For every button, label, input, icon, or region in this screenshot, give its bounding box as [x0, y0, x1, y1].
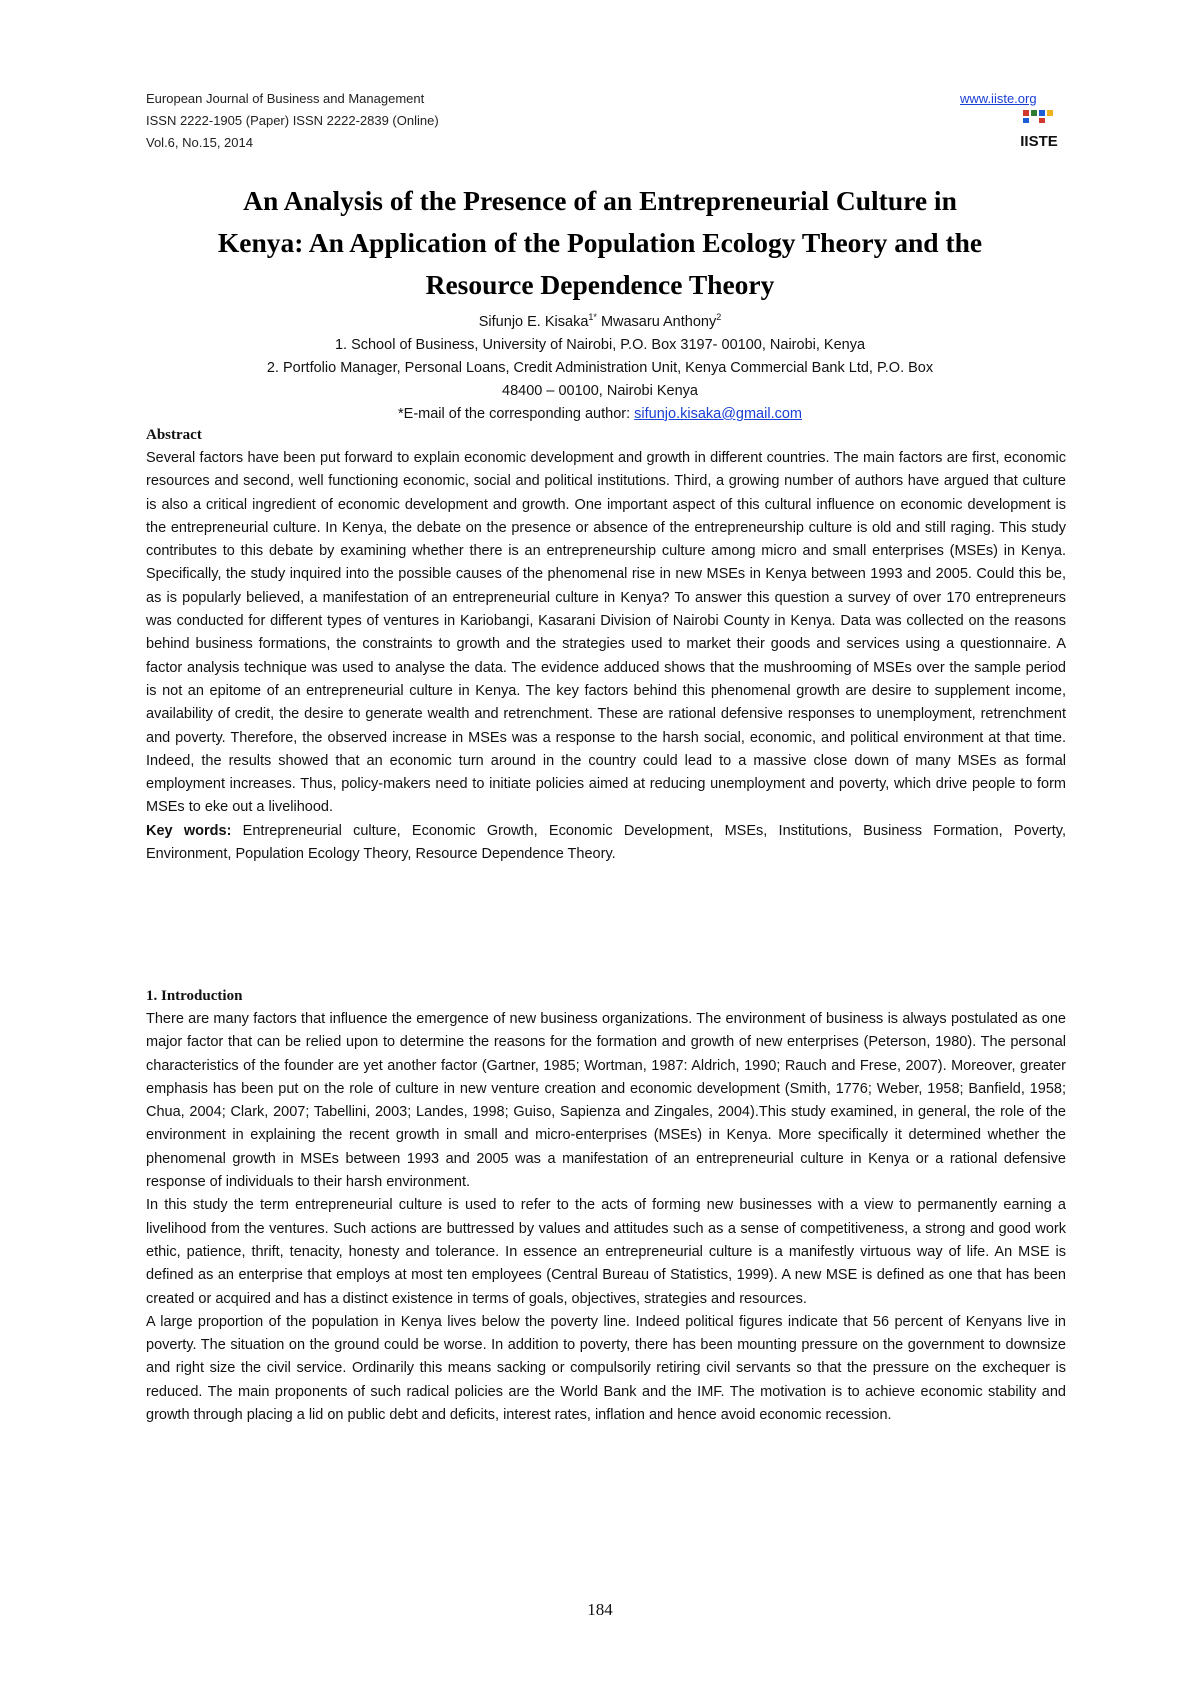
journal-header: [146, 88, 706, 154]
keywords-label: Key words:: [146, 822, 232, 839]
abstract-text: Several factors have been put forward to explain economic development and growth in different countries. The main factors are first, economic resources and second, well functioning economic, social and political institutions. Third, a growing number of authors have argued that culture is also a critical ingredient of economic development and growth. One important aspect of this cultural influence on economic development is the entrepreneurial culture. In Kenya, the debate on the presence or absence of the entrepreneurship culture is old and still raging. This study contributes to this debate by examining whether there is an entrepreneurship culture among micro and small enterprises (MSEs) in Kenya. Specifically, the study inquired into the possible causes of the phenomenal rise in new MSEs in Kenya between 1993 and 2005. Could this be, as is popularly believed, a manifestation of an entrepreneurial culture in Kenya? To answer this question a survey of over 170 entrepreneurs was conducted for different types of ventures in Kariobangi, Kasarani Division of Nairobi County in Kenya. Data was collected on the reasons behind business formations, the constraints to growth and the strategies used to market their goods and services using a questionnaire. A factor analysis technique was used to analyse the data. The evidence adduced shows that the mushrooming of MSEs over the sample period is not an epitome of an entrepreneurial culture in Kenya. The key factors behind this phenomenal growth are desire to supplement income, availability of credit, the desire to generate wealth and retrenchment. These are rational defensive responses to unemployment, retrenchment and poverty. Therefore, the observed increase in MSEs was a response to the harsh social, economic, and political environment at that time. Indeed, the results showed that an economic turn around in the country could lead to a massive close down of many MSEs as formal employment increases. Thus, policy-makers need to initiate policies aimed at reducing unemployment and poverty, which drive people to form MSEs to eke out a livelihood.: [146, 450, 1066, 816]
affiliation: 1. School of Business, University of Nairobi, P.O. Box 3197- 00100, Nairobi, Kenya: [334, 336, 866, 353]
author-name: Sifunjo E. Kisaka: [478, 313, 589, 330]
logo-text: IISTE: [1020, 133, 1058, 150]
keywords: [146, 820, 1066, 867]
abstract-heading: Abstract: [146, 427, 202, 443]
affiliation: 2. Portfolio Manager, Personal Loans, Credit Administration Unit, Kenya Commercial Bank Ltd, P.O. Box: [266, 359, 934, 376]
journal-volume: Vol.6, No.15, 2014: [146, 135, 253, 150]
email-link[interactable]: sifunjo.kisaka@gmail.com: [634, 405, 802, 422]
title-line: Kenya: An Application of the Population Ecology Theory and the: [217, 227, 983, 258]
keywords-text: Entrepreneurial culture, Economic Growth, Economic Development, MSEs, Institutions, Business Formation, Poverty, Environment, Population Ecology Theory, Resource Dependence Theory.: [146, 822, 1066, 863]
paragraph: A large proportion of the population in Kenya lives below the poverty line. Indeed political figures indicate that 56 percent of Kenyans live in poverty. The situation on the ground could be worse. In addition to poverty, there has been mounting pressure on the government to downsize and right size the civil service. Ordinarily this means sacking or compulsorily retiring civil servants so that the pressure on the exchequer is reduced. The main proponents of such radical policies are the World Bank and the IMF. The motivation is to achieve economic stability and growth through placing a lid on public debt and deficits, interest rates, inflation and hence avoid economic recession.: [146, 1313, 1066, 1424]
author-block: [120, 306, 1080, 426]
iiste-logo-icon: [1018, 108, 1060, 152]
title-line: An Analysis of the Presence of an Entrepreneurial Culture in: [243, 185, 957, 216]
author-line: [120, 306, 1080, 334]
journal-issn: ISSN 2222-1905 (Paper) ISSN 2222-2839 (Online): [146, 113, 439, 128]
affiliation: 48400 – 00100, Nairobi Kenya: [502, 382, 698, 399]
abstract-section: [146, 424, 1066, 866]
corresponding-email-line: [120, 403, 1080, 426]
author-superscript: 2: [716, 312, 722, 322]
paper-title: [150, 180, 1050, 306]
paragraph: There are many factors that influence the emergence of new business organizations. The environment of business is always postulated as one major factor that can be relied upon to determine the reasons for the formation and growth of new enterprises (Peterson, 1980). The personal characteristics of the founder are yet another factor (Gartner, 1985; Wortman, 1987: Aldrich, 1990; Rauch and Frese, 2007). Moreover, greater emphasis has been put on the role of culture in new venture creation and economic development (Smith, 1776; Weber, 1958; Banfield, 1958; Chua, 2004; Clark, 2007; Tabellini, 2003; Landes, 1998; Guiso, Sapienza and Zingales, 2004).This study examined, in general, the role of the environment in explaining the recent growth in small and micro-enterprises (MSEs) in Kenya. More specifically it determined whether the phenomenal growth in MSEs between 1993 and 2005 was a manifestation of an entrepreneurial culture in Kenya or a rational defensive response of individuals to their harsh environment.: [146, 1011, 1066, 1191]
introduction-heading: 1. Introduction: [146, 988, 243, 1004]
author-name: Mwasaru Anthony: [600, 313, 717, 330]
page-number: 184: [587, 1600, 613, 1619]
email-label: *E-mail of the corresponding author:: [398, 405, 635, 422]
journal-website-link[interactable]: www.iiste.org: [960, 91, 1037, 106]
author-superscript: 1*: [588, 312, 597, 322]
paragraph: In this study the term entrepreneurial culture is used to refer to the acts of forming new businesses with a view to permanently earning a livelihood from the ventures. Such actions are buttressed by values and attitudes such as a sense of competitiveness, a strong and good work ethic, patience, thrift, tenacity, honesty and tolerance. In essence an entrepreneurial culture is a manifestly virtuous way of life. An MSE is defined as an enterprise that employs at most ten employees (Central Bureau of Statistics, 1999). A new MSE is defined as one that has been created or acquired and has a distinct existence in terms of goals, objectives, strategies and resources.: [146, 1197, 1066, 1307]
journal-name: European Journal of Business and Management: [146, 91, 425, 106]
introduction-section: [146, 985, 1066, 1427]
title-line: Resource Dependence Theory: [425, 269, 775, 300]
